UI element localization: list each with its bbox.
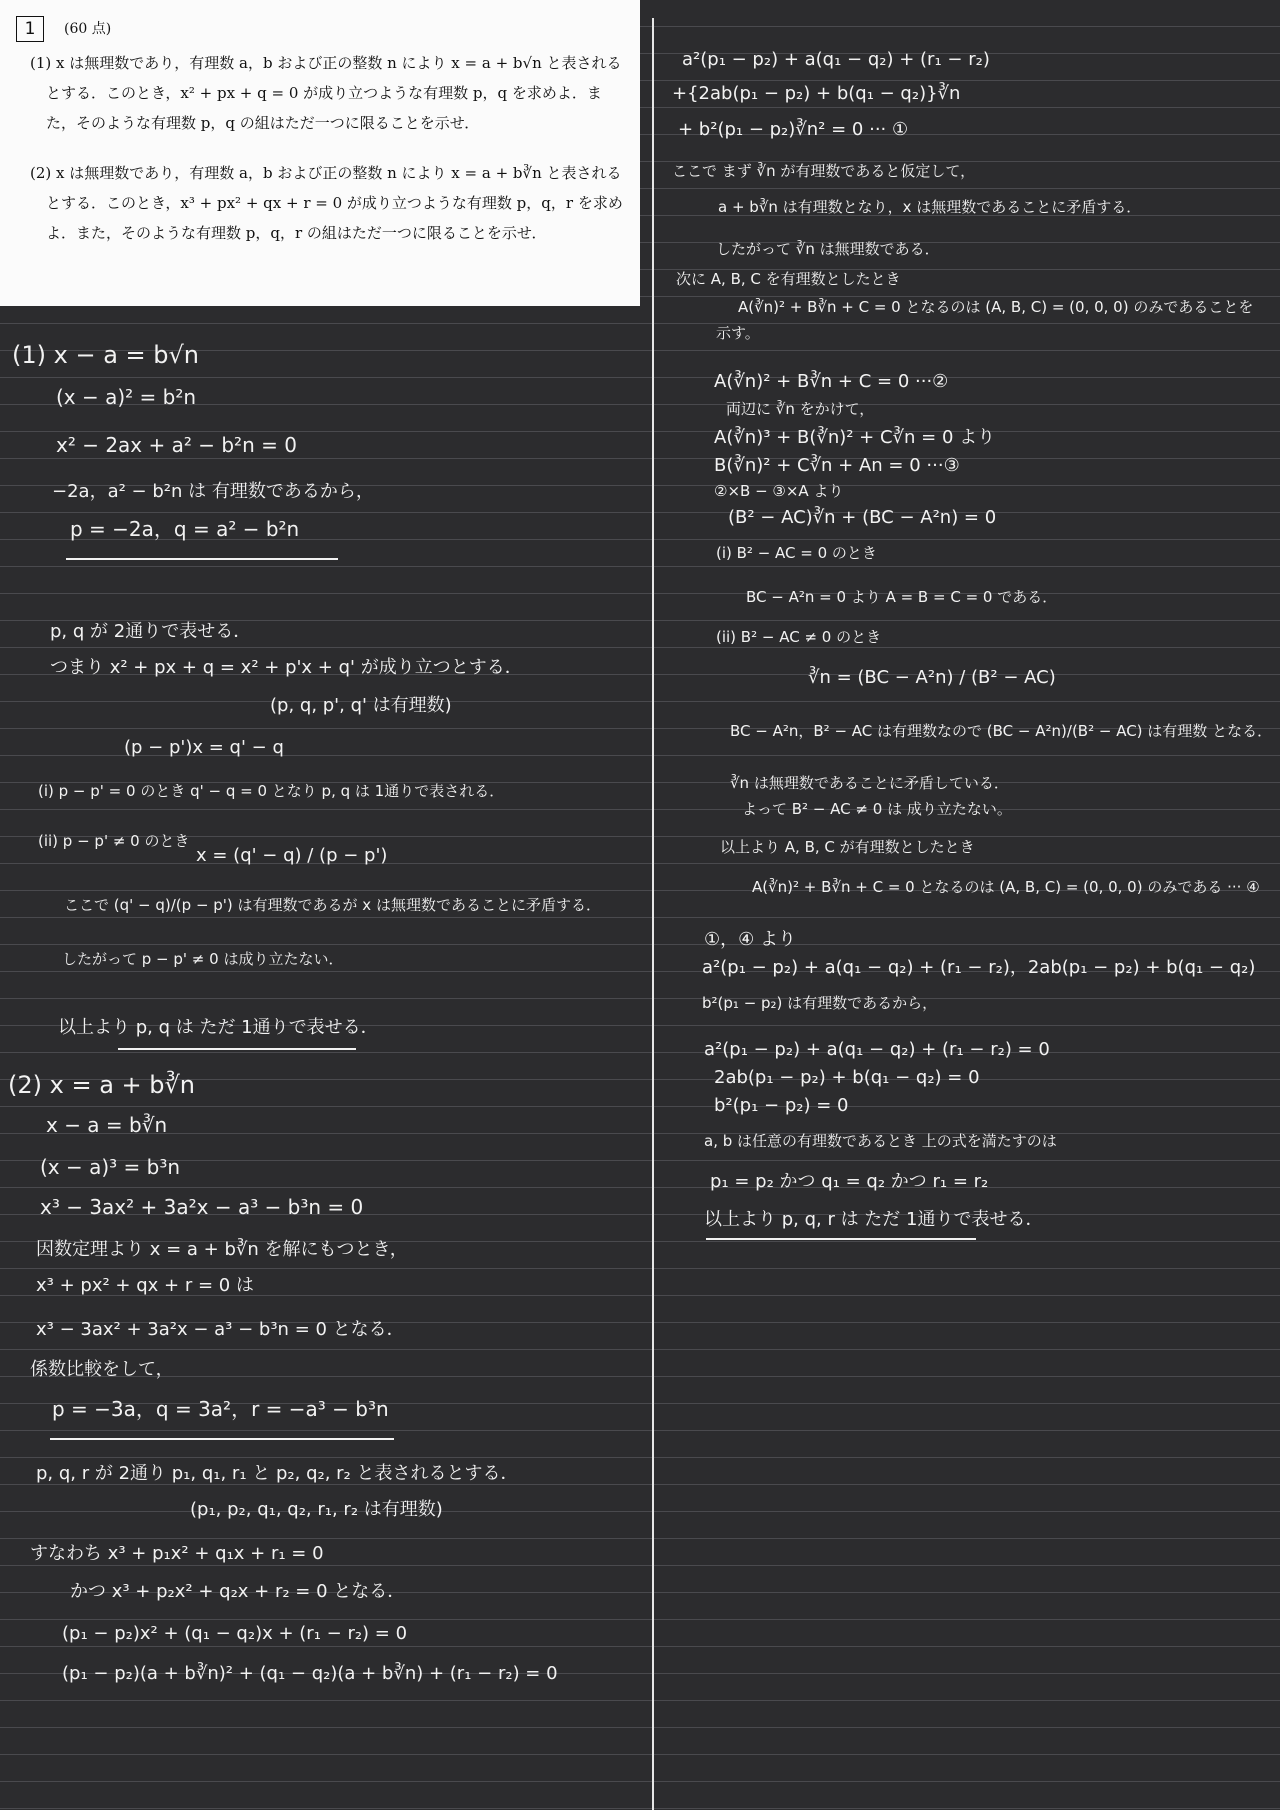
note-line: ∛n = (BC − A²n) / (B² − AC) xyxy=(808,667,1056,688)
note-line: a, b は任意の有理数であるとき 上の式を満たすのは xyxy=(704,1132,1057,1150)
note-line: x² − 2ax + a² − b²n = 0 xyxy=(56,433,297,457)
note-line: p₁ = p₂ かつ q₁ = q₂ かつ r₁ = r₂ xyxy=(710,1171,989,1192)
system-equation: 2ab(p₁ − p₂) + b(q₁ − q₂) = 0 xyxy=(714,1067,980,1088)
note-line: ここで まず ∛n が有理数であると仮定して， xyxy=(672,162,976,180)
note-line: a²(p₁ − p₂) + a(q₁ − q₂) + (r₁ − r₂)，2ab(p₁ − p₂) + b(q₁ − q₂) xyxy=(702,957,1256,978)
note-line: A(∛n)³ + B(∛n)² + C∛n = 0 より xyxy=(714,427,996,448)
note-line: B(∛n)² + C∛n + An = 0 ···③ xyxy=(714,455,960,476)
note-line: a²(p₁ − p₂) + a(q₁ − q₂) + (r₁ − r₂) xyxy=(682,49,990,70)
note-line: (p₁, p₂, q₁, q₂, r₁, r₂ は有理数) xyxy=(190,1499,443,1520)
note-line: (ii) B² − AC ≠ 0 のとき xyxy=(716,628,882,646)
answer-underline xyxy=(50,1438,394,1440)
note-line: (p − p')x = q' − q xyxy=(124,737,284,758)
note-line: すなわち x³ + p₁x² + q₁x + r₁ = 0 xyxy=(30,1543,324,1564)
note-line: + b²(p₁ − p₂)∛n² = 0 ··· ① xyxy=(678,119,909,140)
note-line: A(∛n)² + B∛n + C = 0 となるのは (A, B, C) = (0, 0, 0) のみであることを xyxy=(738,298,1254,316)
note-line: したがって ∛n は無理数である． xyxy=(716,240,940,258)
note-line: (B² − AC)∛n + (BC − A²n) = 0 xyxy=(728,507,997,528)
note-line: ②×B − ③×A より xyxy=(714,482,844,500)
note-line: p, q が 2通りで表せる． xyxy=(50,621,252,642)
note-line: x − a = b∛n xyxy=(46,1113,168,1137)
conclusion-underline xyxy=(118,1048,356,1050)
problem-number: 1 xyxy=(16,16,44,42)
question-1-text: (1) x は無理数であり，有理数 a，b および正の整数 n により x = a + b√n と表されるとする．このとき，x² + px + q = 0 が成り立つような有理数 p，q を求めよ．また，そのような有理数 p，q の組はただ一つに限ることを示せ． xyxy=(30,54,622,132)
question-2-text: (2) x は無理数であり，有理数 a，b および正の整数 n により x = a + b∛n と表されるとする．このとき，x³ + px² + qx + r = 0 が成り立つような有理数 p，q，r を求めよ．また，そのような有理数 p，q，r の組はただ一つに限ることを示せ． xyxy=(30,164,623,242)
answer-underline xyxy=(66,558,338,560)
note-line: かつ x³ + p₂x² + q₂x + r₂ = 0 となる． xyxy=(70,1581,406,1602)
note-line: (p₁ − p₂)x² + (q₁ − q₂)x + (r₁ − r₂) = 0 xyxy=(62,1623,408,1644)
note-line: ①，④ より xyxy=(704,929,796,950)
note-line: a + b∛n は有理数となり，x は無理数であることに矛盾する． xyxy=(718,198,1142,216)
problem-header xyxy=(16,14,626,44)
note-line: 両辺に ∛n をかけて， xyxy=(726,400,875,418)
conclusion-1: 以上より p, q は ただ 1通りで表せる． xyxy=(58,1017,379,1038)
conclusion-2: 以上より p, q, r は ただ 1通りで表せる． xyxy=(704,1209,1044,1230)
note-line: ここで (q' − q)/(p − p') は有理数であるが x は無理数であることに矛盾する． xyxy=(64,896,601,914)
note-line: (i) p − p' = 0 のとき q' − q = 0 となり p, q は 1通りで表される． xyxy=(38,782,505,800)
system-equation: a²(p₁ − p₂) + a(q₁ − q₂) + (r₁ − r₂) = 0 xyxy=(704,1039,1050,1060)
note-line: (ii) p − p' ≠ 0 のとき xyxy=(38,832,190,850)
note-line: 示す。 xyxy=(716,324,760,342)
note-line: 因数定理より x = a + b∛n を解にもつとき， xyxy=(36,1239,408,1260)
problem-statement xyxy=(0,0,640,306)
note-line: つまり x² + px + q = x² + p'x + q' が成り立つとする． xyxy=(50,657,523,678)
note-line: A(∛n)² + B∛n + C = 0 ···② xyxy=(714,371,949,392)
note-line: (x − a)³ = b³n xyxy=(40,1155,181,1179)
note-line: (p, q, p', q' は有理数) xyxy=(270,695,452,716)
note-line: 以上より A, B, C が有理数としたとき xyxy=(720,838,975,856)
note-line: BC − A²n，B² − AC は有理数なので (BC − A²n)/(B² − AC) は有理数 となる． xyxy=(730,722,1273,740)
note-line: +{2ab(p₁ − p₂) + b(q₁ − q₂)}∛n xyxy=(672,83,961,104)
note-line: よって B² − AC ≠ 0 は 成り立たない。 xyxy=(742,800,1012,818)
boxed-answer: p = −2a，q = a² − b²n xyxy=(70,517,300,541)
note-line: 係数比較をして， xyxy=(30,1359,174,1380)
note-line: p, q, r が 2通り p₁, q₁, r₁ と p₂, q₂, r₂ と表されるとする． xyxy=(36,1463,519,1484)
note-line: (p₁ − p₂)(a + b∛n)² + (q₁ − q₂)(a + b∛n) + (r₁ − r₂) = 0 xyxy=(62,1663,558,1684)
note-line: x³ − 3ax² + 3a²x − a³ − b³n = 0 xyxy=(40,1195,364,1219)
conclusion-underline xyxy=(706,1238,976,1240)
boxed-answer: p = −3a，q = 3a²，r = −a³ − b³n xyxy=(52,1397,389,1421)
note-line: 次に A, B, C を有理数としたとき xyxy=(676,270,901,288)
note-line: b²(p₁ − p₂) は有理数であるから， xyxy=(702,994,938,1012)
problem-score: (60 点) xyxy=(64,21,112,37)
note-line: ∛n は無理数であることに矛盾している． xyxy=(730,774,1009,792)
note-line: −2a，a² − b²n は 有理数であるから， xyxy=(52,481,374,502)
column-divider xyxy=(652,18,654,1810)
system-equation: b²(p₁ − p₂) = 0 xyxy=(714,1095,849,1116)
note-line: x³ + px² + qx + r = 0 は xyxy=(36,1275,254,1296)
note-line: (i) B² − AC = 0 のとき xyxy=(716,544,877,562)
note-line: (2) x = a + b∛n xyxy=(8,1071,196,1099)
note-line: x³ − 3ax² + 3a²x − a³ − b³n = 0 となる． xyxy=(36,1319,405,1340)
note-line: (x − a)² = b²n xyxy=(56,385,197,409)
note-line: BC − A²n = 0 より A = B = C = 0 である． xyxy=(746,588,1058,606)
note-line: (1) x − a = b√n xyxy=(12,341,200,369)
note-line: したがって p − p' ≠ 0 は成り立たない． xyxy=(62,950,344,968)
note-line: x = (q' − q) / (p − p') xyxy=(196,845,388,866)
note-line: A(∛n)² + B∛n + C = 0 となるのは (A, B, C) = (0, 0, 0) のみである ··· ④ xyxy=(752,878,1260,896)
